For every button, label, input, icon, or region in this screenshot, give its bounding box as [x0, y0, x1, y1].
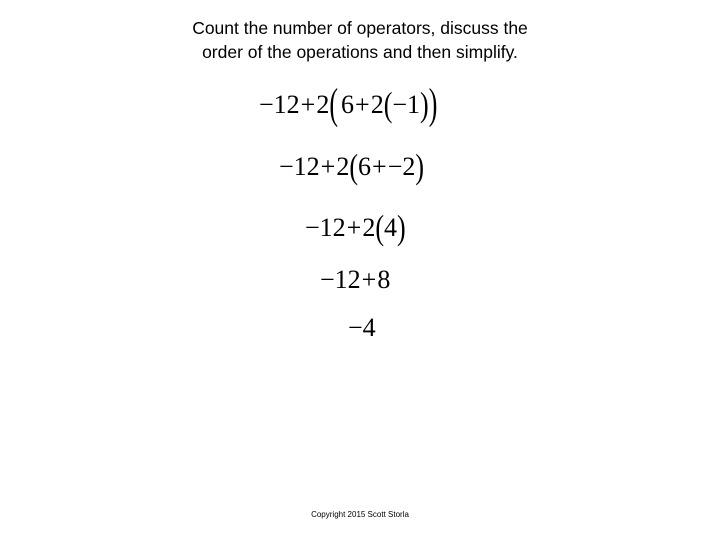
term-2: 2	[336, 152, 350, 181]
open-paren: (	[349, 146, 359, 186]
expression-step-4	[320, 265, 390, 295]
close-paren: )	[415, 146, 425, 186]
close-paren-outer: )	[428, 80, 438, 129]
open-paren: (	[375, 207, 385, 247]
term-2: 2	[316, 90, 330, 119]
term-8: 8	[377, 265, 391, 294]
term-neg12: −12	[305, 213, 346, 242]
final-result: −4	[348, 313, 376, 342]
expression-step-2	[279, 146, 425, 186]
term-neg12: −12	[259, 90, 300, 119]
plus-operator: +	[355, 90, 370, 119]
open-paren-inner: (	[383, 84, 393, 124]
plus-operator: +	[320, 152, 336, 181]
copyright-notice: Copyright 2015 Scott Storla	[311, 510, 409, 519]
term-6: 6	[341, 90, 355, 119]
instruction-text	[0, 16, 720, 64]
term-neg12: −12	[320, 265, 361, 294]
plus-operator: +	[361, 265, 377, 294]
term-2: 2	[362, 213, 376, 242]
plus-operator: +	[346, 213, 362, 242]
plus-operator: +	[372, 152, 387, 181]
expression-step-1	[259, 80, 438, 129]
term-2: 2	[370, 90, 384, 119]
plus-operator: +	[300, 90, 316, 119]
term-neg12: −12	[279, 152, 320, 181]
open-paren-outer: (	[329, 80, 339, 129]
term-neg1: −1	[392, 90, 421, 119]
close-paren: )	[397, 207, 406, 247]
term-4: 4	[384, 213, 398, 242]
expression-step-5-result	[348, 313, 376, 343]
instruction-line-1: Count the number of operators, discuss the	[192, 18, 528, 38]
instruction-line-2: order of the operations and then simplify.	[202, 42, 518, 62]
close-paren-inner: )	[420, 84, 429, 124]
expression-step-3	[305, 207, 406, 247]
term-neg2: −2	[387, 152, 416, 181]
term-6: 6	[358, 152, 372, 181]
